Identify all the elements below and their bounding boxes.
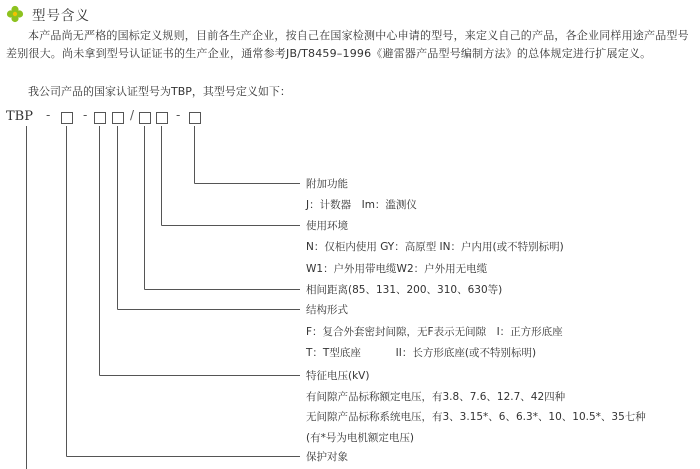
- definition-gap-option: F：复合外套密封间隙，无F表示无间隙 I：正方形底座: [306, 326, 563, 338]
- code-separator: -: [176, 108, 181, 122]
- definition-protection-object: 保护对象: [306, 451, 348, 463]
- intro-paragraph: 本产品尚无严格的国标定义规则，目前各生产企业，按自己在国家检测中心申请的型号，来定义自己的产品，各企业同样用途产品型号差别很大。尚未拿到型号认证证书的生产企业，通常参考JB/T8459–1996《避雷器产品型号编制方法》的总体规定进行扩展定义。: [6, 29, 689, 60]
- definition-indoor-option: N：仅柜内使用 GY：高原型 IN：户内用(或不特别标明): [306, 241, 564, 253]
- definition-environment: 使用环境: [306, 220, 348, 232]
- definition-voltage: 特征电压(kV): [306, 370, 370, 382]
- definition-base-option: T：T型底座 II：长方形底座(或不特别标明): [306, 347, 537, 359]
- definition-phase-distance: 相间距离(85、131、200、310、630等): [306, 284, 503, 296]
- definition-gapless-voltage: 无间隙产品标称系统电压，有3、3.15*、6、6.3*、10、10.5*、35七种: [306, 411, 646, 423]
- definition-structure: 结构形式: [306, 304, 348, 316]
- code-slash: /: [130, 108, 135, 122]
- definition-additional-function: 附加功能: [306, 178, 348, 190]
- definition-gap-voltage: 有间隙产品标称额定电压，有3.8、7.6、12.7、42四种: [306, 391, 566, 403]
- model-prefix: TBP: [6, 109, 33, 124]
- model-intro-paragraph: 我公司产品的国家认证型号为TBP，其型号定义如下：: [28, 85, 291, 98]
- section-title: 型号含义: [32, 8, 90, 24]
- definition-counter-option: J：计数器 Im：滥测仪: [306, 199, 417, 211]
- code-separator: -: [83, 108, 88, 122]
- definition-note: (有*号为电机额定电压): [306, 432, 414, 444]
- code-separator: -: [46, 108, 51, 122]
- definition-outdoor-option: W1：户外用带电缆W2：户外用无电缆: [306, 263, 488, 275]
